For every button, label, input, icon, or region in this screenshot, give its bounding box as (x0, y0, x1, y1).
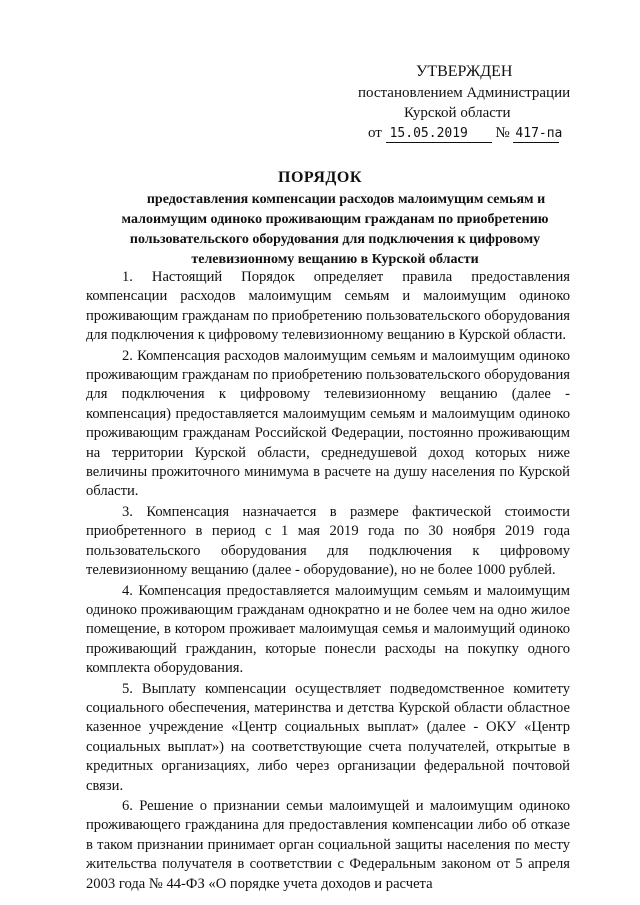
document-title: ПОРЯДОК (278, 169, 362, 186)
document-body (86, 268, 570, 895)
date-prefix: от (368, 125, 382, 141)
approval-by-line: постановлением Администрации (358, 85, 571, 101)
paragraph-3: 3. Компенсация назначается в размере фактической стоимости приобретенного в период с 1 мая 2019 года по 30 ноября 2019 года пользовательского оборудования для подключения к цифровому телевизионному вещанию (далее - оборудование), но не более 1000 рублей. (86, 503, 570, 579)
subtitle-line: телевизионному вещанию в Курской области (191, 252, 479, 267)
paragraph-6: 6. Решение о признании семьи малоимущей и малоимущим одиноко проживающего гражданина для предоставления компенсации либо об отказе в таком признании принимает орган социальной защиты населения по месту жительства получателя в соответствии с Федеральным законом от 5 апреля 2003 года № 44-ФЗ «О порядке учета доходов и расчета (86, 797, 570, 892)
approval-region: Курской области (404, 105, 511, 121)
approval-date: 15.05.2019 (386, 126, 492, 143)
subtitle-line: пользовательского оборудования для подключения к цифровому (129, 232, 541, 247)
subtitle-line: предоставления компенсации расходов малоимущим семьям и (146, 192, 546, 207)
approval-number: 417-па (515, 126, 563, 141)
paragraph-2: 2. Компенсация расходов малоимущим семьям и малоимущим одиноко проживающим гражданам по приобретению пользовательского оборудования для подключения к цифровому телевизионному вещанию (далее - компенсация) предоставляется малоимущим семьям и малоимущим одиноко проживающим гражданам Российской Федерации, постоянно проживающим на территории Курской области, среднедушевой доход которых ниже величины прожиточного минимума в расчете на душу населения по Курской области. (86, 347, 570, 500)
document-subtitle (86, 190, 584, 270)
subtitle-line: малоимущим одиноко проживающим гражданам по приобретению (121, 212, 549, 227)
paragraph-4: 4. Компенсация предоставляется малоимущим семьям и малоимущим одиноко проживающим гражданам однократно и не более чем на одно жилое помещение, в котором проживает малоимущая семья и малоимущий одиноко проживающий гражданин, которые понесли расходы на покупку одного комплекта оборудования. (86, 582, 570, 677)
approval-heading: УТВЕРЖДЕН (416, 63, 513, 80)
paragraph-5: 5. Выплату компенсации осуществляет подведомственное комитету социального обеспечения, материнства и детства Курской области областное казенное учреждение «Центр социальных выплат» (далее - ОКУ «Центр социальных выплат») на соответствующие счета получателей, открытые в кредитных организациях, либо через организации федеральной почтовой связи. (86, 680, 570, 794)
number-prefix: № (495, 125, 510, 141)
paragraph-1: 1. Настоящий Порядок определяет правила предоставления компенсации расходов малоимущим семьям и малоимущим одиноко проживающим гражданам по приобретению пользовательского оборудования для подключения к цифровому телевизионному вещанию в Курской области. (86, 269, 570, 344)
approval-date-number-line (368, 123, 563, 143)
